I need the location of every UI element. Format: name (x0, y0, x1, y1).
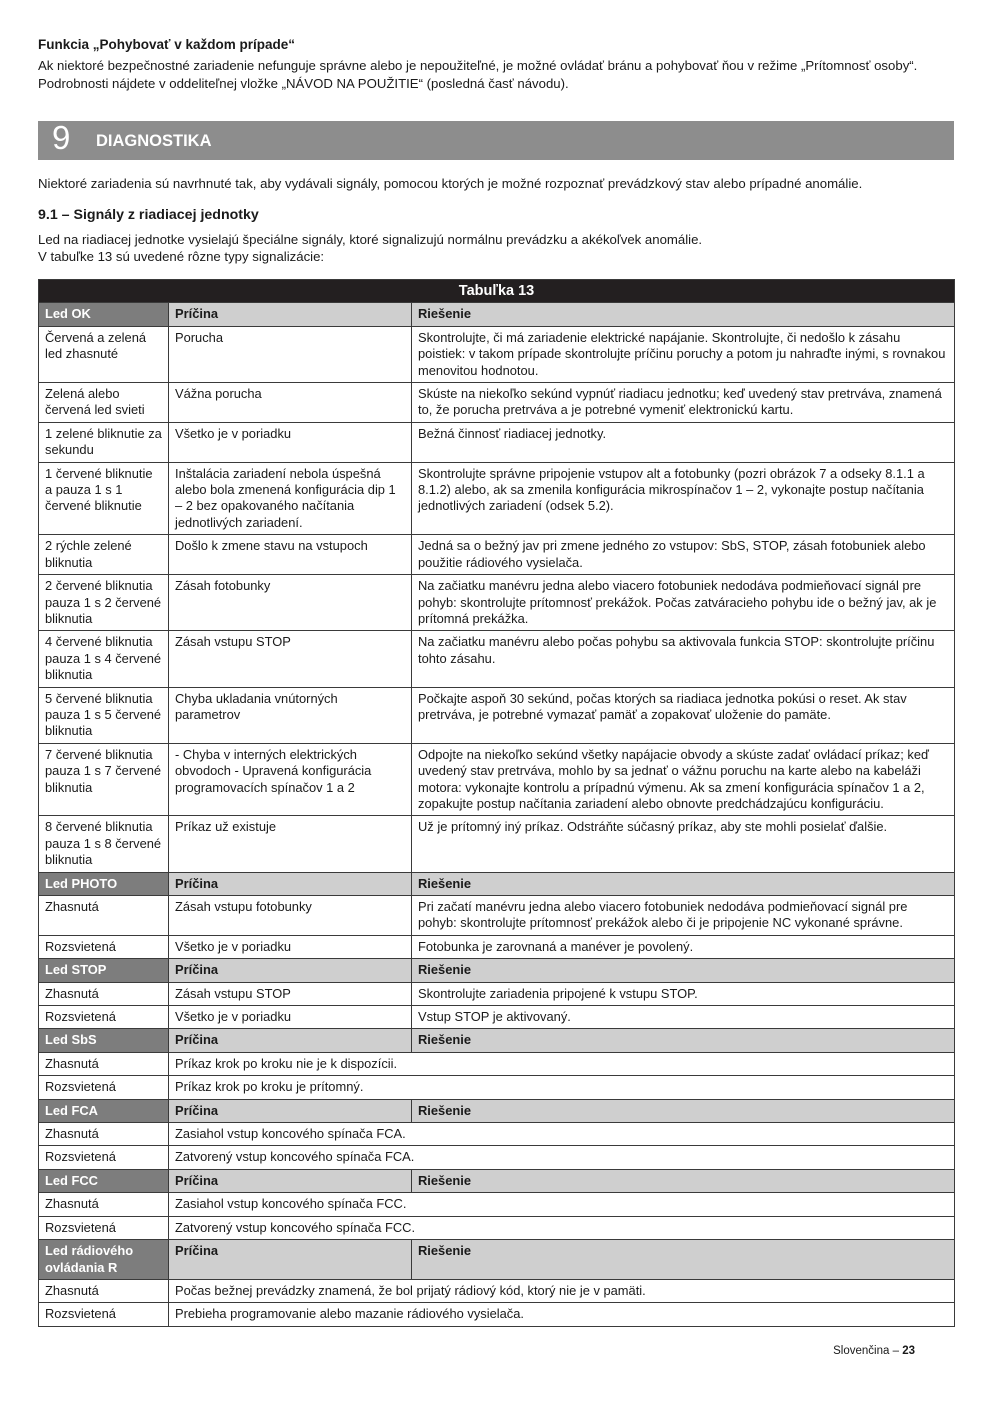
signal-cell: Rozsvietená (39, 1006, 169, 1029)
table-group-header (39, 1169, 955, 1192)
cause-header: Príčina (169, 303, 412, 326)
cause-cell: Príkaz krok po kroku je prítomný. (169, 1076, 955, 1099)
table-row (39, 1006, 955, 1029)
table-row (39, 935, 955, 958)
table-row (39, 982, 955, 1005)
cause-cell: Zasiahol vstup koncového spínača FCA. (169, 1123, 955, 1146)
cause-cell: Všetko je v poriadku (169, 935, 412, 958)
table-row (39, 1279, 955, 1302)
solution-header: Riešenie (412, 1169, 955, 1192)
led-name: Led OK (39, 303, 169, 326)
cause-cell: Zásah fotobunky (169, 575, 412, 631)
solution-header: Riešenie (412, 1099, 955, 1122)
cause-cell: - Chyba v interných elektrických obvodoch - Upravená konfigurácia programovacích spínačov 1 a 2 (169, 743, 412, 816)
table-group-header (39, 872, 955, 895)
solution-cell: Vstup STOP je aktivovaný. (412, 1006, 955, 1029)
table-caption-row (39, 280, 955, 303)
footer-language: Slovenčina – (833, 1345, 899, 1357)
signals-table (38, 279, 955, 1327)
chapter-banner (38, 121, 954, 160)
signal-cell: Červená a zelená led zhasnuté (39, 326, 169, 382)
table-caption: Tabuľka 13 (39, 280, 955, 303)
signal-cell: Zhasnutá (39, 1279, 169, 1302)
cause-cell: Zasiahol vstup koncového spínača FCC. (169, 1193, 955, 1216)
led-name: Led STOP (39, 959, 169, 982)
signal-cell: Rozsvietená (39, 1146, 169, 1169)
led-name: Led rádiového ovládania R (39, 1240, 169, 1280)
signal-cell: 4 červené bliknutia pauza 1 s 4 červené bliknutia (39, 631, 169, 687)
table-row (39, 575, 955, 631)
solution-cell: Na začiatku manévru jedna alebo viacero fotobuniek nedodáva podmieňovací signál pre pohyb: skontrolujte prítomnosť prekážok. Počas zatváracieho pohybu ide o bežný jav, ak je prítomná prekážka. (412, 575, 955, 631)
cause-cell: Inštalácia zariadení nebola úspešná alebo bola zmenená konfigurácia dip 1 – 2 bez opakovaného načítania jednotlivých zariadení. (169, 462, 412, 535)
table-group-header (39, 303, 955, 326)
table-row (39, 383, 955, 423)
table-row (39, 1193, 955, 1216)
subsection-line-1: Led na riadiacej jednotke vysielajú špeciálne signály, ktoré signalizujú normálnu prevádzku a akékoľvek anomálie. (38, 232, 703, 247)
table-row (39, 1123, 955, 1146)
solution-header: Riešenie (412, 872, 955, 895)
led-name: Led PHOTO (39, 872, 169, 895)
cause-header: Príčina (169, 872, 412, 895)
table-row (39, 1216, 955, 1239)
table-row (39, 631, 955, 687)
table-row (39, 1052, 955, 1075)
led-name: Led SbS (39, 1029, 169, 1052)
cause-cell: Príkaz už existuje (169, 816, 412, 872)
solution-cell: Jedná sa o bežný jav pri zmene jedného zo vstupov: SbS, STOP, zásah fotobuniek alebo použitie rádiového vysielača. (412, 535, 955, 575)
led-name: Led FCC (39, 1169, 169, 1192)
solution-cell: Skontrolujte správne pripojenie vstupov alt a fotobunky (pozri obrázok 7 a odseky 8.1.1 a 8.1.2) alebo, ak sa zmenila konfigurácia mikrospínačov 1 – 2, vykonajte postup načítania jednotlivých zariadení (odsek 5.2). (412, 462, 955, 535)
signal-cell: Zhasnutá (39, 896, 169, 936)
cause-cell: Prebieha programovanie alebo mazanie rádiového vysielača. (169, 1303, 955, 1326)
solution-cell: Pri začatí manévru jedna alebo viacero fotobuniek nedodáva podmieňovací signál pre pohyb: skontrolujte prítomnosť prekážok alebo či je pripojenie NC vykonané správne. (412, 896, 955, 936)
signal-cell: Rozsvietená (39, 935, 169, 958)
cause-cell: Došlo k zmene stavu na vstupoch (169, 535, 412, 575)
subsection-text (38, 231, 954, 265)
table-row (39, 422, 955, 462)
cause-header: Príčina (169, 959, 412, 982)
signal-cell: 1 červené bliknutie a pauza 1 s 1 červené bliknutie (39, 462, 169, 535)
section-text: Ak niektoré bezpečnostné zariadenie nefunguje správne alebo je nepoužiteľné, je možné ovládať bránu a pohybovať ňou v režime „Prítomnosť osoby“. Podrobnosti nájdete v oddeliteľnej vložke „NÁVOD NA POUŽITIE“ (posledná časť návodu). (38, 58, 918, 91)
subsection-line-2: V tabuľke 13 sú uvedené rôzne typy signalizácie: (38, 249, 325, 264)
table-row (39, 896, 955, 936)
cause-cell: Zásah vstupu STOP (169, 631, 412, 687)
signal-cell: Zelená alebo červená led svieti (39, 383, 169, 423)
solution-cell: Skúste na niekoľko sekúnd vypnúť riadiacu jednotku; keď uvedený stav pretrváva, znamená to, že porucha pretrváva a je potrebné vymeniť elektronickú kartu. (412, 383, 955, 423)
page-footer (833, 1345, 915, 1357)
cause-cell: Chyba ukladania vnútorných parametrov (169, 687, 412, 743)
signal-cell: Rozsvietená (39, 1076, 169, 1099)
section-title: Funkcia „Pohybovať v každom prípade“ (38, 37, 296, 52)
table-row (39, 326, 955, 382)
solution-header: Riešenie (412, 959, 955, 982)
solution-cell: Fotobunka je zarovnaná a manéver je povolený. (412, 935, 955, 958)
signal-cell: 5 červené bliknutia pauza 1 s 5 červené bliknutia (39, 687, 169, 743)
signal-cell: Rozsvietená (39, 1303, 169, 1326)
cause-cell: Vážna porucha (169, 383, 412, 423)
solution-cell: Už je prítomný iný príkaz. Odstráňte súčasný príkaz, aby ste mohli posielať ďalšie. (412, 816, 955, 872)
table-row (39, 462, 955, 535)
chapter-text: Niektoré zariadenia sú navrhnuté tak, aby vydávali signály, pomocou ktorých je možné rozpoznať prevádzkový stav alebo prípadné anomálie. (38, 176, 863, 191)
table-row (39, 687, 955, 743)
cause-cell: Zatvorený vstup koncového spínača FCA. (169, 1146, 955, 1169)
solution-cell: Skontrolujte, či má zariadenie elektrické napájanie. Skontrolujte, či nedošlo k zásahu poistiek: v takom prípade skontrolujte príčinu poruchy a potom ju nahraďte inými, s rovnakou menovitou hodnotou. (412, 326, 955, 382)
solution-cell: Počkajte aspoň 30 sekúnd, počas ktorých sa riadiaca jednotka pokúsi o reset. Ak stav pretrváva, je potrebné vymazať pamäť a zopakovať uloženie do pamäte. (412, 687, 955, 743)
signal-cell: 1 zelené bliknutie za sekundu (39, 422, 169, 462)
signal-cell: Zhasnutá (39, 982, 169, 1005)
solution-header: Riešenie (412, 1029, 955, 1052)
page-number: 23 (902, 1345, 915, 1357)
signal-cell: 7 červené bliknutia pauza 1 s 7 červené bliknutia (39, 743, 169, 816)
led-name: Led FCA (39, 1099, 169, 1122)
chapter-number: 9 (52, 119, 71, 156)
signal-cell: 2 rýchle zelené bliknutia (39, 535, 169, 575)
cause-cell: Všetko je v poriadku (169, 422, 412, 462)
table-row (39, 535, 955, 575)
solution-cell: Na začiatku manévru alebo počas pohybu sa aktivovala funkcia STOP: skontrolujte príčinu tohto zásahu. (412, 631, 955, 687)
signal-cell: Zhasnutá (39, 1193, 169, 1216)
table-row (39, 743, 955, 816)
solution-cell: Skontrolujte zariadenia pripojené k vstupu STOP. (412, 982, 955, 1005)
table-group-header (39, 1099, 955, 1122)
solution-cell: Bežná činnosť riadiacej jednotky. (412, 422, 955, 462)
cause-cell: Počas bežnej prevádzky znamená, že bol prijatý rádiový kód, ktorý nie je v pamäti. (169, 1279, 955, 1302)
cause-header: Príčina (169, 1099, 412, 1122)
cause-cell: Porucha (169, 326, 412, 382)
signal-cell: Zhasnutá (39, 1123, 169, 1146)
cause-cell: Zásah vstupu fotobunky (169, 896, 412, 936)
cause-header: Príčina (169, 1240, 412, 1280)
signal-cell: 8 červené bliknutia pauza 1 s 8 červené bliknutia (39, 816, 169, 872)
signal-cell: Zhasnutá (39, 1052, 169, 1075)
solution-header: Riešenie (412, 303, 955, 326)
chapter-title: DIAGNOSTIKA (96, 132, 212, 150)
cause-cell: Príkaz krok po kroku nie je k dispozícii. (169, 1052, 955, 1075)
cause-header: Príčina (169, 1169, 412, 1192)
cause-cell: Zásah vstupu STOP (169, 982, 412, 1005)
table-group-header (39, 1029, 955, 1052)
table-row (39, 1303, 955, 1326)
table-row (39, 1076, 955, 1099)
table-row (39, 816, 955, 872)
cause-header: Príčina (169, 1029, 412, 1052)
cause-cell: Všetko je v poriadku (169, 1006, 412, 1029)
signal-cell: Rozsvietená (39, 1216, 169, 1239)
solution-header: Riešenie (412, 1240, 955, 1280)
subsection-title: 9.1 – Signály z riadiacej jednotky (38, 207, 259, 223)
table-row (39, 1146, 955, 1169)
table-group-header (39, 959, 955, 982)
table-group-header (39, 1240, 955, 1280)
solution-cell: Odpojte na niekoľko sekúnd všetky napájacie obvody a skúste zadať ovládací príkaz; keď uvedený stav pretrváva, mohlo by sa jednať o vážnu poruchu na karte alebo na kabeláži motora: vykonajte kontrolu a prípadnú výmenu. Ak sa zmení konfigurácia spínačov 1 a 2, zopakujte postup načítania zariadení alebo obnovte predchádzajúcu konfiguráciu. (412, 743, 955, 816)
signal-cell: 2 červené bliknutia pauza 1 s 2 červené bliknutia (39, 575, 169, 631)
cause-cell: Zatvorený vstup koncového spínača FCC. (169, 1216, 955, 1239)
